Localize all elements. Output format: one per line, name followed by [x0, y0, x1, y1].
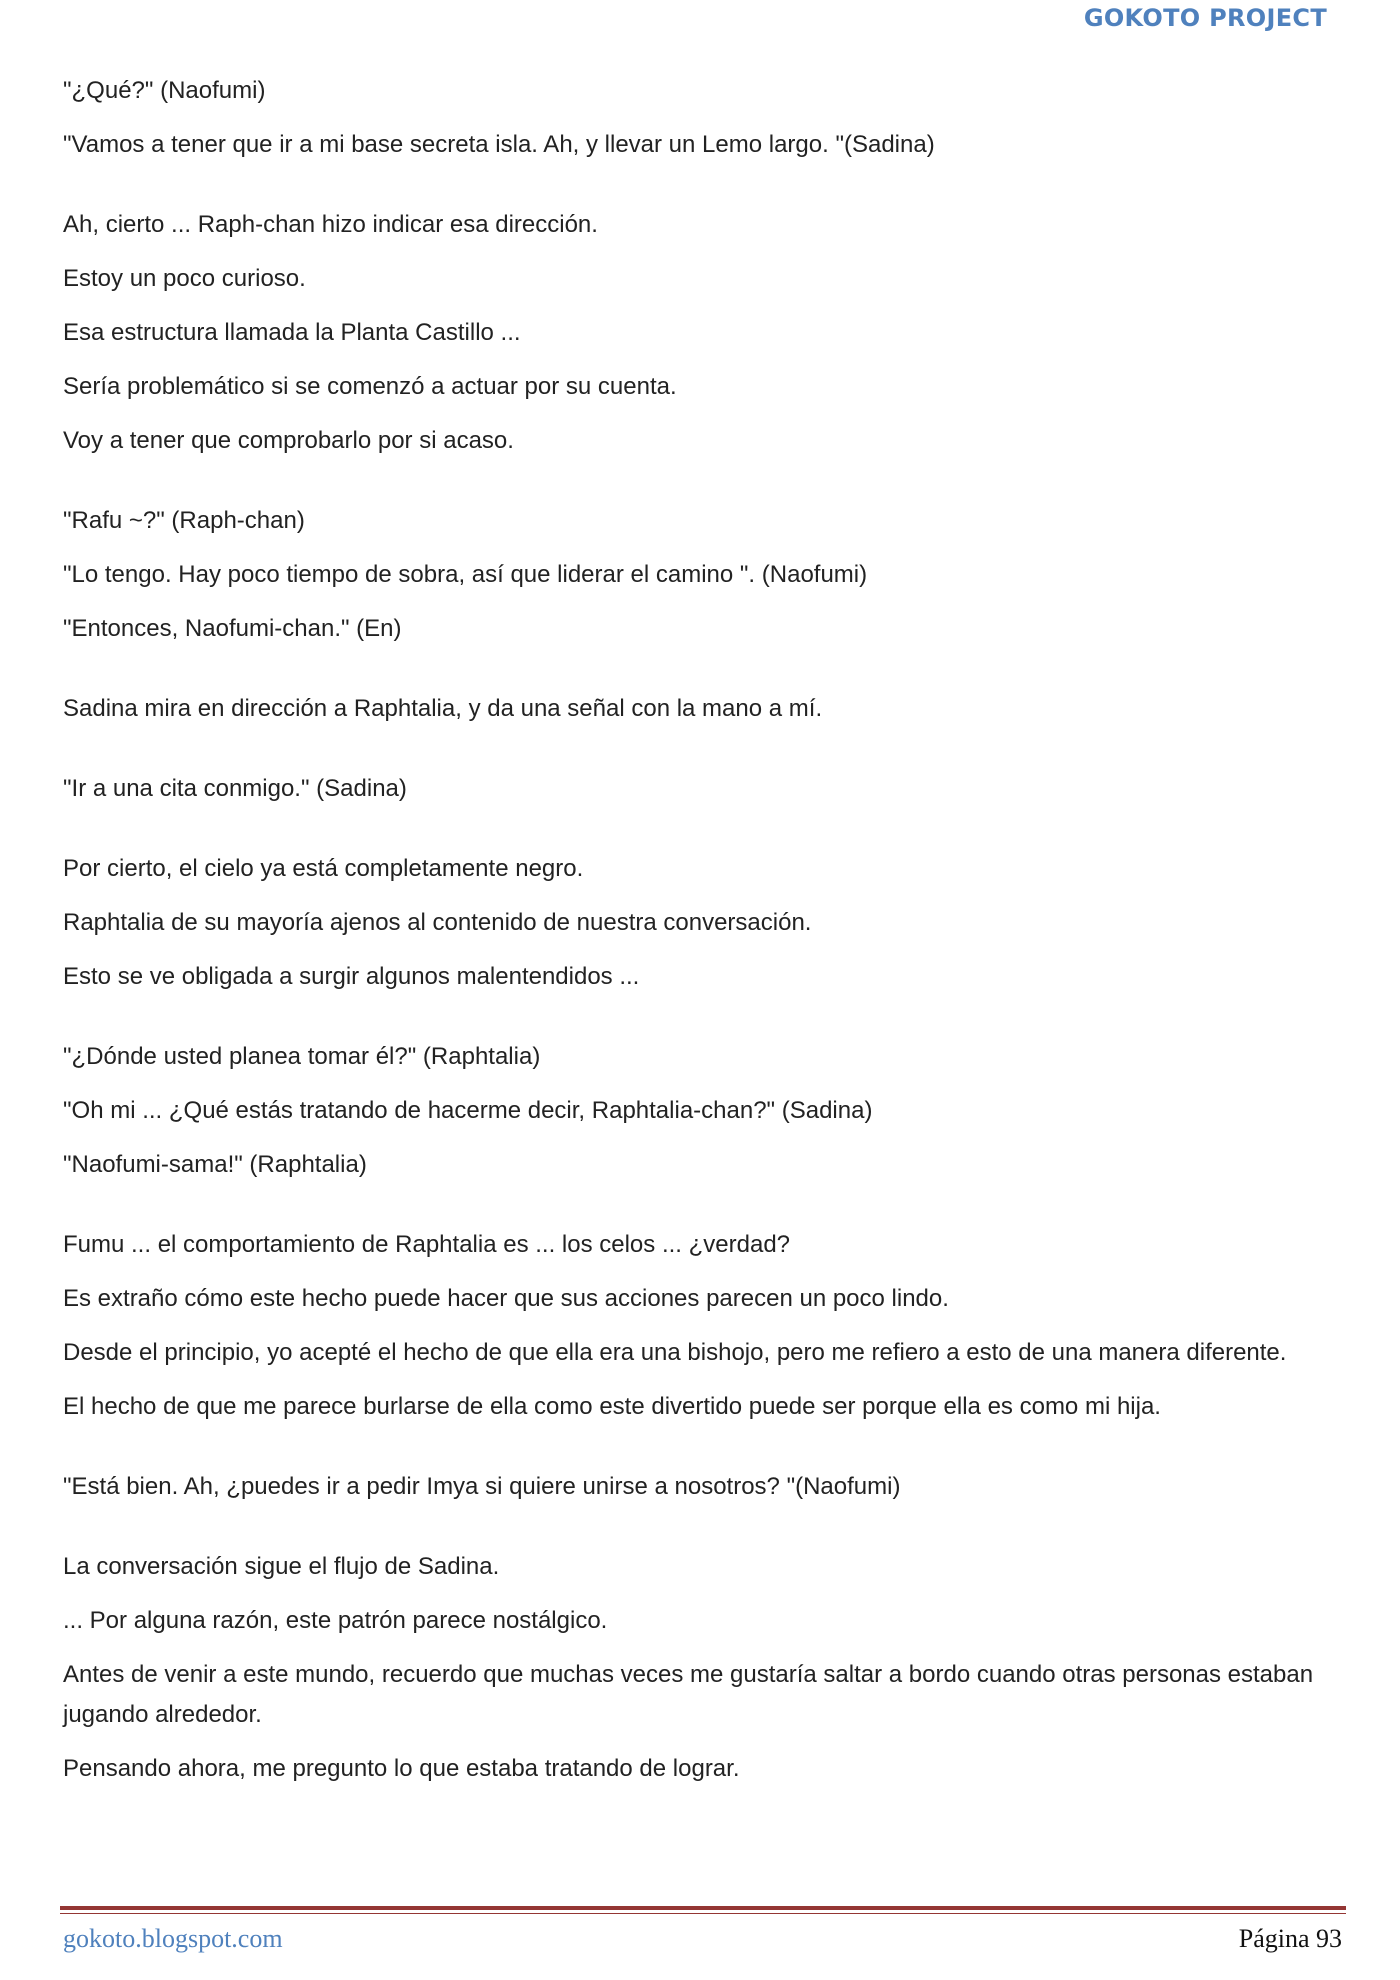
footer-rule	[60, 1906, 1346, 1910]
paragraph: Fumu ... el comportamiento de Raphtalia es ... los celos ... ¿verdad?	[63, 1231, 791, 1258]
page-body	[63, 71, 1343, 1803]
header-brand: GOKOTO PROJECT	[1083, 4, 1327, 32]
paragraph: "Está bien. Ah, ¿puedes ir a pedir Imya si quiere unirse a nosotros? "(Naofumi)	[63, 1473, 901, 1500]
paragraph: "Oh mi ... ¿Qué estás tratando de hacerme decir, Raphtalia-chan?" (Sadina)	[63, 1097, 873, 1124]
paragraph: "Vamos a tener que ir a mi base secreta isla. Ah, y llevar un Lemo largo. "(Sadina)	[63, 131, 935, 158]
paragraph: Es extraño cómo este hecho puede hacer que sus acciones parecen un poco lindo.	[63, 1285, 949, 1312]
paragraph: Estoy un poco curioso.	[63, 265, 306, 292]
footer-rule-thin	[60, 1913, 1346, 1914]
paragraph: "Naofumi-sama!" (Raphtalia)	[63, 1151, 367, 1178]
paragraph: Desde el principio, yo acepté el hecho de que ella era una bishojo, pero me refiero a esto de una manera diferente.	[63, 1339, 1287, 1366]
paragraph: "Rafu ~?" (Raph-chan)	[63, 507, 305, 534]
paragraph: Por cierto, el cielo ya está completamente negro.	[63, 855, 584, 882]
paragraph: El hecho de que me parece burlarse de ella como este divertido puede ser porque ella es como mi hija.	[63, 1393, 1161, 1420]
paragraph: La conversación sigue el flujo de Sadina.	[63, 1553, 500, 1580]
paragraph: "¿Dónde usted planea tomar él?" (Raphtalia)	[63, 1043, 541, 1070]
paragraph: "Ir a una cita conmigo." (Sadina)	[63, 775, 407, 802]
paragraph: Pensando ahora, me pregunto lo que estaba tratando de lograr.	[63, 1755, 740, 1782]
paragraph: Esto se ve obligada a surgir algunos malentendidos ...	[63, 963, 640, 990]
paragraph: Sería problemático si se comenzó a actuar por su cuenta.	[63, 373, 677, 400]
paragraph: ... Por alguna razón, este patrón parece nostálgico.	[63, 1607, 608, 1634]
paragraph: Esa estructura llamada la Planta Castillo ...	[63, 319, 521, 346]
footer-url-link[interactable]: gokoto.blogspot.com	[63, 1924, 283, 1953]
page-number: Página 93	[1238, 1924, 1342, 1953]
paragraph: "Lo tengo. Hay poco tiempo de sobra, así que liderar el camino ". (Naofumi)	[63, 561, 868, 588]
paragraph: Ah, cierto ... Raph-chan hizo indicar esa dirección.	[63, 211, 598, 238]
paragraph: Voy a tener que comprobarlo por si acaso.	[63, 427, 514, 454]
paragraph: Antes de venir a este mundo, recuerdo que muchas veces me gustaría saltar a bordo cuando otras personas estaban jugando alrededor.	[63, 1661, 1314, 1728]
paragraph: Sadina mira en dirección a Raphtalia, y da una señal con la mano a mí.	[63, 695, 823, 722]
paragraph: "¿Qué?" (Naofumi)	[63, 77, 266, 104]
paragraph: "Entonces, Naofumi-chan." (En)	[63, 615, 402, 642]
paragraph: Raphtalia de su mayoría ajenos al contenido de nuestra conversación.	[63, 909, 812, 936]
